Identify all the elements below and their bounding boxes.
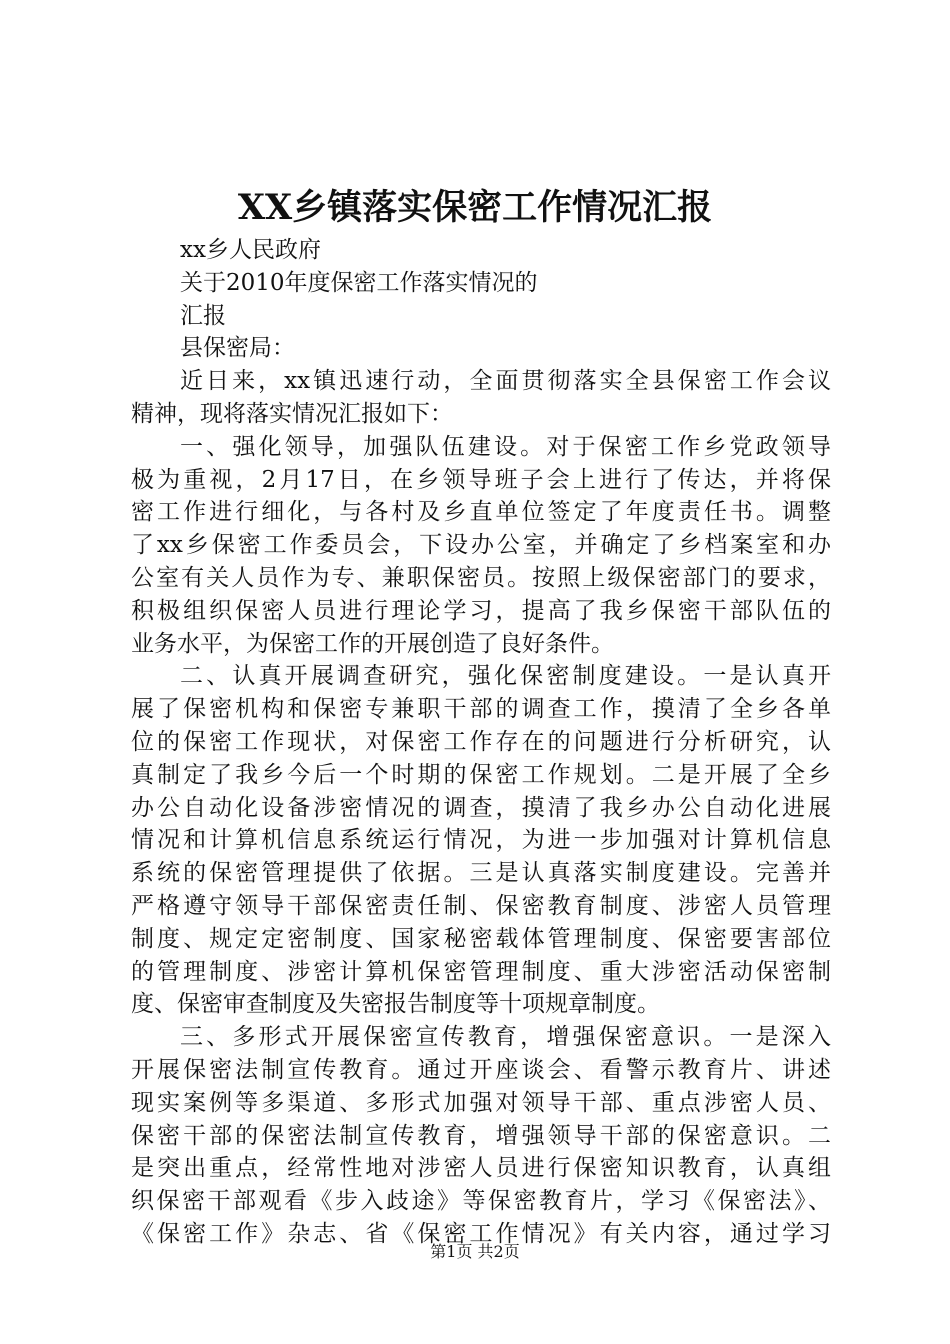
body-line: xx乡人民政府 bbox=[180, 237, 321, 263]
body-line: 的管理制度、涉密计算机保密管理制度、重大涉密活动保密制 bbox=[131, 958, 831, 985]
body-line: 严格遵守领导干部保密责任制、保密教育制度、涉密人员管理 bbox=[131, 892, 831, 919]
body-line: 关于2010年度保密工作落实情况的 bbox=[180, 269, 538, 296]
body-line: 公室有关人员作为专、兼职保密员。按照上级保密部门的要求， bbox=[131, 564, 831, 591]
document-body bbox=[131, 234, 831, 1251]
body-line: 《保密工作》杂志、省《保密工作情况》有关内容，通过学习 bbox=[131, 1220, 831, 1247]
body-line: 汇报 bbox=[180, 302, 226, 329]
body-line: 县保密局： bbox=[180, 335, 295, 362]
body-line: 系统的保密管理提供了依据。三是认真落实制度建设。完善并 bbox=[131, 860, 831, 887]
body-line: 了xx乡保密工作委员会，下设办公室，并确定了乡档案室和办 bbox=[131, 532, 831, 559]
body-line: 位的保密工作现状，对保密工作存在的问题进行分析研究，认 bbox=[131, 728, 831, 755]
body-line: 真制定了我乡今后一个时期的保密工作规划。二是开展了全乡 bbox=[131, 761, 831, 788]
body-line: 近日来，xx镇迅速行动，全面贯彻落实全县保密工作会议 bbox=[180, 368, 831, 395]
body-line: 开展保密法制宣传教育。通过开座谈会、看警示教育片、讲述 bbox=[131, 1056, 831, 1083]
body-line: 办公自动化设备涉密情况的调查，摸清了我乡办公自动化进展 bbox=[131, 794, 831, 821]
body-line: 是突出重点，经常性地对涉密人员进行保密知识教育，认真组 bbox=[131, 1155, 831, 1182]
document-title: XX乡镇落实保密工作情况汇报 bbox=[237, 187, 713, 228]
body-line: 积极组织保密人员进行理论学习，提高了我乡保密干部队伍的 bbox=[131, 597, 831, 624]
body-line: 保密干部的保密法制宣传教育，增强领导干部的保密意识。二 bbox=[131, 1122, 831, 1149]
body-line: 织保密干部观看《步入歧途》等保密教育片，学习《保密法》、 bbox=[131, 1188, 831, 1215]
body-line: 精神，现将落实情况汇报如下： bbox=[131, 400, 453, 427]
body-line: 二、认真开展调查研究，强化保密制度建设。一是认真开 bbox=[180, 663, 831, 690]
body-line: 密工作进行细化，与各村及乡直单位签定了年度责任书。调整 bbox=[131, 499, 831, 526]
body-line: 一、强化领导，加强队伍建设。对于保密工作乡党政领导 bbox=[180, 433, 831, 460]
body-line: 三、多形式开展保密宣传教育，增强保密意识。一是深入 bbox=[180, 1024, 831, 1051]
body-line: 展了保密机构和保密专兼职干部的调查工作，摸清了全乡各单 bbox=[131, 696, 831, 723]
body-line: 制度、规定定密制度、国家秘密载体管理制度、保密要害部位 bbox=[131, 925, 831, 952]
body-line: 极为重视，2月17日，在乡领导班子会上进行了传达，并将保 bbox=[131, 466, 831, 493]
body-line: 现实案例等多渠道、多形式加强对领导干部、重点涉密人员、 bbox=[131, 1089, 831, 1116]
body-line: 业务水平，为保密工作的开展创造了良好条件。 bbox=[131, 630, 614, 657]
body-line: 情况和计算机信息系统运行情况，为进一步加强对计算机信息 bbox=[131, 827, 831, 854]
page-footer: 第1页 共2页 bbox=[430, 1242, 520, 1261]
body-line: 度、保密审查制度及失密报告制度等十项规章制度。 bbox=[131, 991, 660, 1018]
